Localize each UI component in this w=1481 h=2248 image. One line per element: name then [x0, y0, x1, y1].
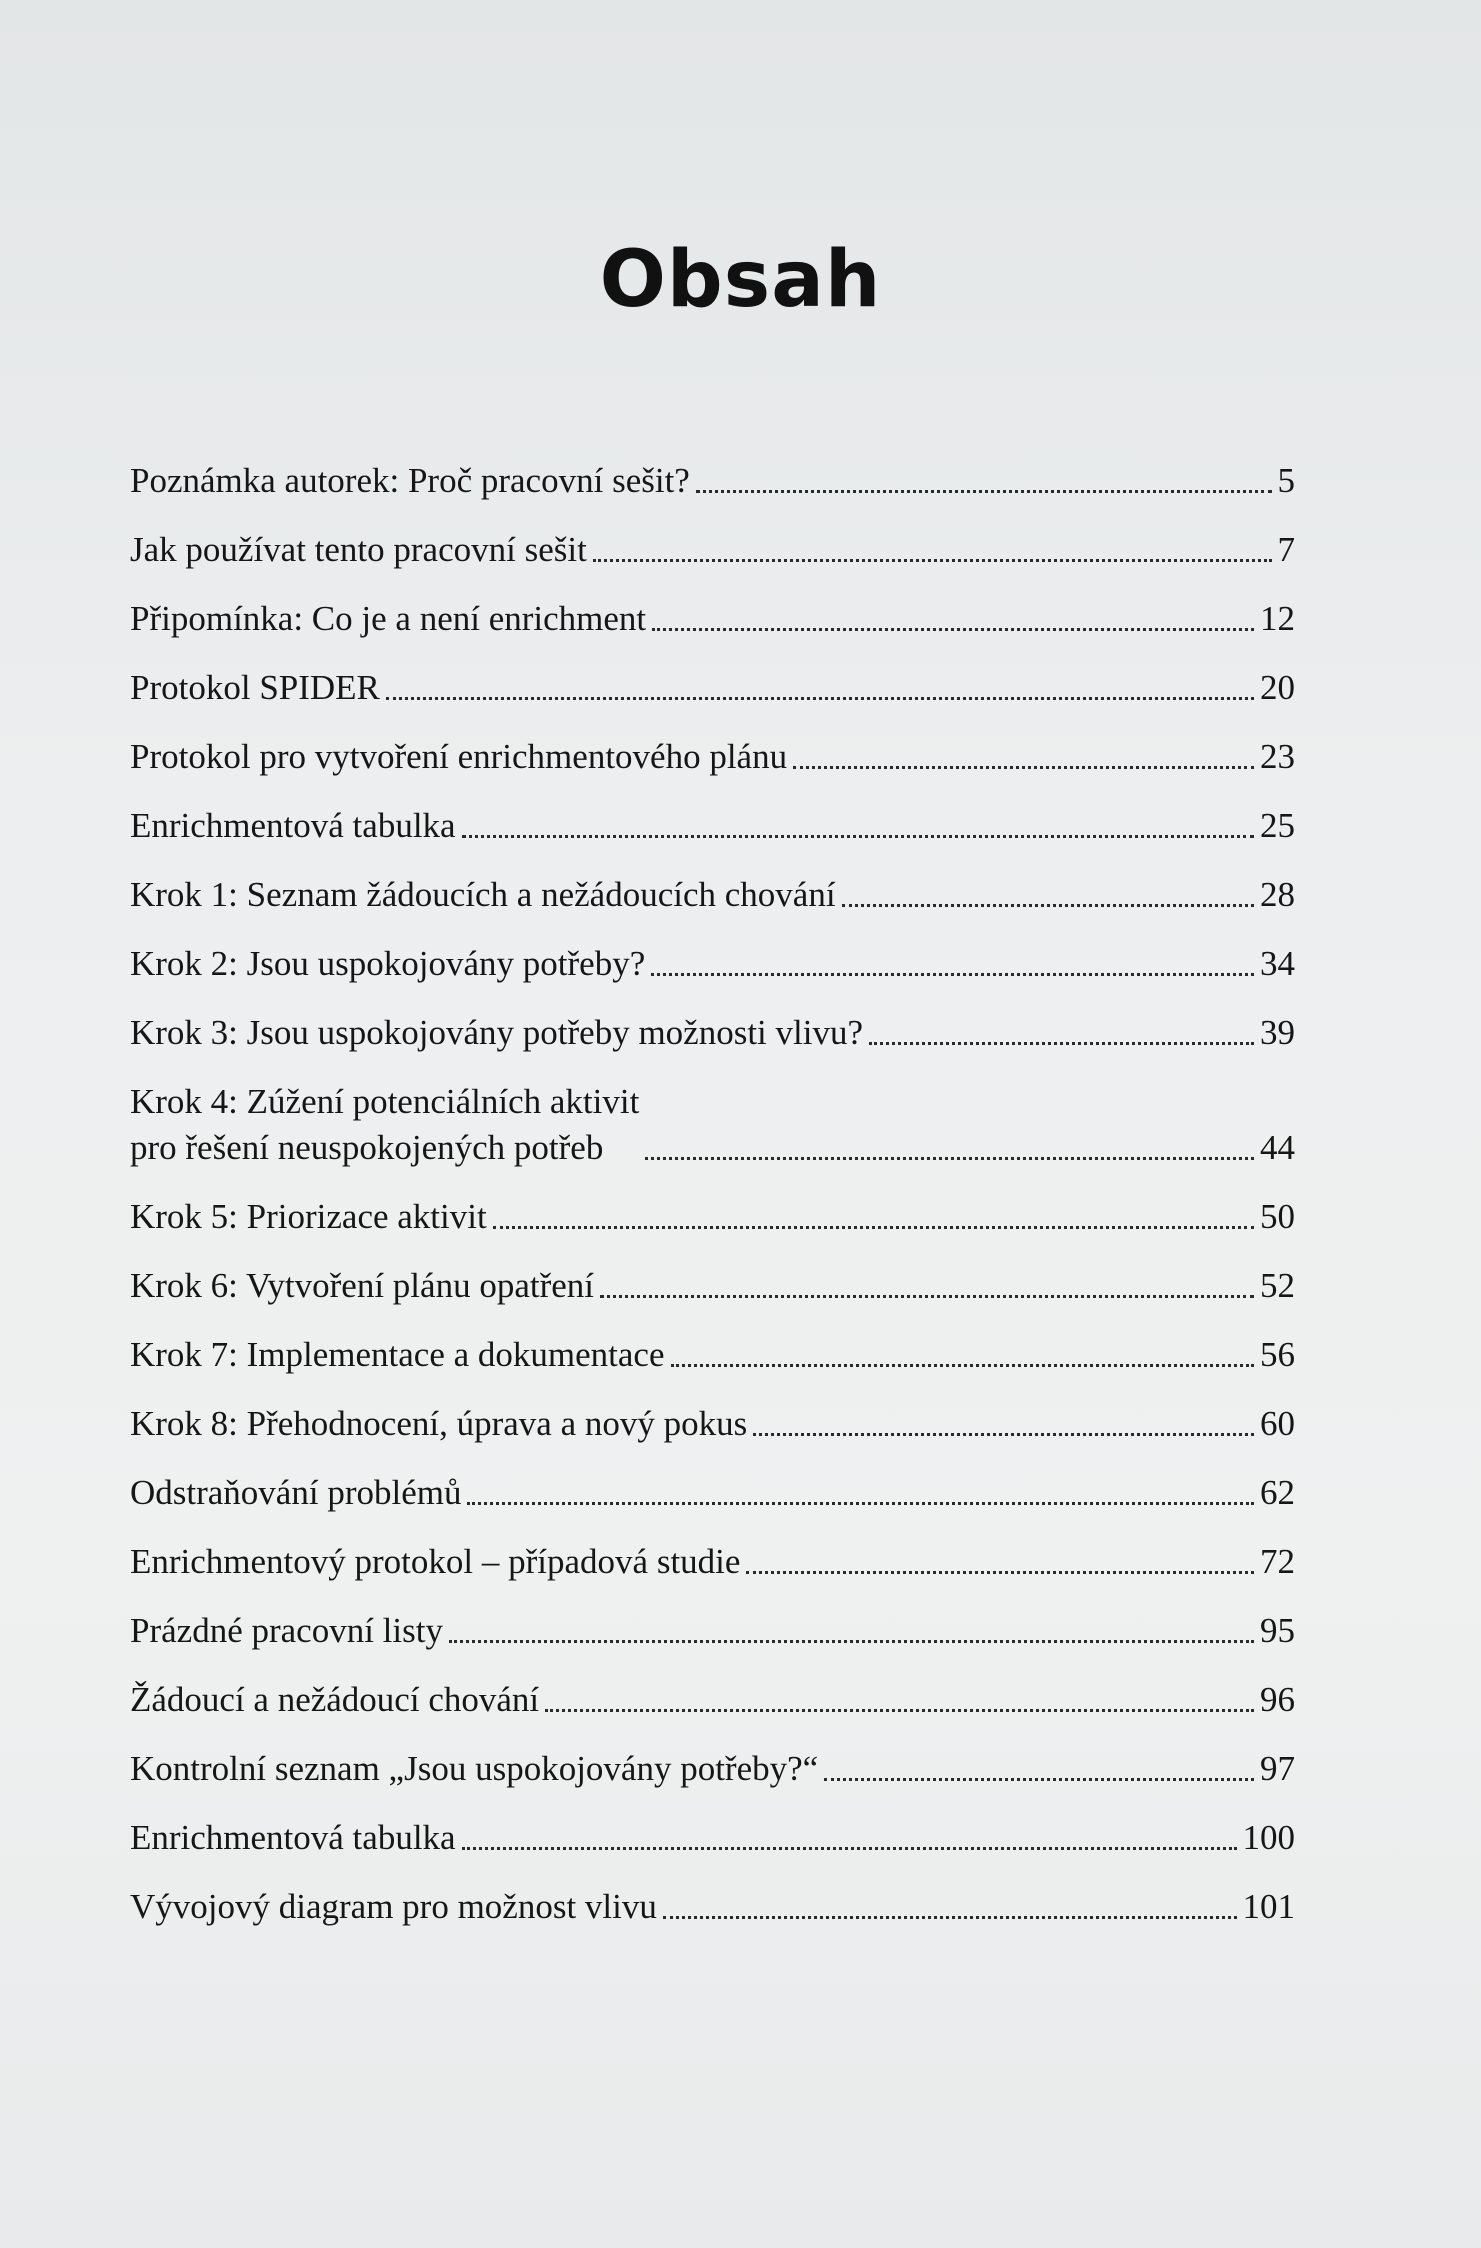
- dot-leader: [842, 904, 1254, 907]
- dot-leader: [449, 1640, 1254, 1643]
- toc-entry-page: 60: [1260, 1404, 1295, 1443]
- toc-entry-page: 100: [1242, 1818, 1295, 1857]
- toc-entry: [130, 1884, 1295, 1930]
- toc-entry: [130, 458, 1295, 504]
- toc-entry-page: 62: [1260, 1473, 1295, 1512]
- toc-entry: [130, 1746, 1295, 1792]
- dot-leader: [600, 1295, 1254, 1298]
- toc-entry: [130, 872, 1295, 918]
- toc-entry-page: 34: [1260, 944, 1295, 983]
- toc-entry-title: Připomínka: Co je a není enrichment: [130, 599, 647, 638]
- toc-entry-title: Krok 2: Jsou uspokojovány potřeby?: [130, 944, 646, 983]
- dot-leader: [493, 1226, 1254, 1229]
- dot-leader: [462, 1847, 1237, 1850]
- toc-entry-page: 39: [1260, 1013, 1295, 1052]
- toc-entry: [130, 941, 1295, 987]
- dot-leader: [645, 1157, 1254, 1160]
- toc-entry-title: Enrichmentový protokol – případová studie: [130, 1542, 741, 1581]
- toc-entry-title: Krok 6: Vytvoření plánu opatření: [130, 1266, 594, 1305]
- toc-entry-page: 28: [1260, 875, 1295, 914]
- toc-entry-page: 50: [1260, 1197, 1295, 1236]
- toc-entry: [130, 1263, 1295, 1309]
- toc-entry: [130, 1401, 1295, 1447]
- dot-leader: [663, 1916, 1237, 1919]
- toc-entry-title: Vývojový diagram pro možnost vlivu: [130, 1887, 657, 1926]
- dot-leader: [671, 1364, 1254, 1367]
- toc-entry-page: 20: [1260, 668, 1295, 707]
- toc-entry: [130, 596, 1295, 642]
- dot-leader: [696, 490, 1272, 493]
- dot-leader: [824, 1778, 1254, 1781]
- toc-entry: [130, 803, 1295, 849]
- dot-leader: [467, 1502, 1254, 1505]
- toc-entry-title: Krok 3: Jsou uspokojovány potřeby možnosti vlivu?: [130, 1013, 864, 1052]
- dot-leader: [869, 1042, 1254, 1045]
- toc-entry-page: 44: [1260, 1128, 1295, 1167]
- toc-entry: [130, 1815, 1295, 1861]
- toc-entry-title: Krok 7: Implementace a dokumentace: [130, 1335, 665, 1374]
- toc-entry-page: 101: [1242, 1887, 1295, 1926]
- toc-entry-page: 25: [1260, 806, 1295, 845]
- dot-leader: [462, 835, 1254, 838]
- dot-leader: [545, 1709, 1254, 1712]
- toc-entry-title: Krok 4: Zúžení potenciálních aktivit pro řešení neuspokojených potřeb: [130, 1082, 640, 1167]
- toc-entry-title: Žádoucí a nežádoucí chování: [130, 1680, 540, 1719]
- dot-leader: [651, 973, 1254, 976]
- toc-entry-title: Enrichmentová tabulka: [130, 1818, 456, 1857]
- toc-entry-title: Krok 1: Seznam žádoucích a nežádoucích chování: [130, 875, 836, 914]
- dot-leader: [753, 1433, 1254, 1436]
- toc-entry-title: Prázdné pracovní listy: [130, 1611, 443, 1650]
- toc-entry: [130, 665, 1295, 711]
- toc-entry-title: Krok 5: Priorizace aktivit: [130, 1197, 487, 1236]
- toc-entry: [130, 1608, 1295, 1654]
- toc-entry-title: Poznámka autorek: Proč pracovní sešit?: [130, 461, 690, 500]
- toc-entry-title: Protokol pro vytvoření enrichmentového plánu: [130, 737, 788, 776]
- toc-entry-page: 12: [1260, 599, 1295, 638]
- toc-entry-title: Krok 8: Přehodnocení, úprava a nový pokus: [130, 1404, 748, 1443]
- dot-leader: [386, 697, 1254, 700]
- toc-entry-page: 96: [1260, 1680, 1295, 1719]
- dot-leader: [593, 559, 1272, 562]
- toc-entry: [130, 1079, 1295, 1171]
- table-of-contents: [130, 458, 1295, 1953]
- toc-entry-page: 23: [1260, 737, 1295, 776]
- toc-entry: [130, 1332, 1295, 1378]
- toc-entry-page: 97: [1260, 1749, 1295, 1788]
- toc-entry-page: 52: [1260, 1266, 1295, 1305]
- toc-entry: [130, 1470, 1295, 1516]
- toc-entry: [130, 1677, 1295, 1723]
- toc-entry: [130, 1539, 1295, 1585]
- toc-entry-page: 5: [1277, 461, 1295, 500]
- page-title: Obsah: [599, 235, 882, 325]
- toc-entry: [130, 1194, 1295, 1240]
- dot-leader: [793, 766, 1254, 769]
- dot-leader: [746, 1571, 1254, 1574]
- toc-entry-title: Enrichmentová tabulka: [130, 806, 456, 845]
- toc-entry-title: Protokol SPIDER: [130, 668, 380, 707]
- toc-entry-page: 95: [1260, 1611, 1295, 1650]
- toc-entry-title: Odstraňování problémů: [130, 1473, 462, 1512]
- toc-entry-page: 72: [1260, 1542, 1295, 1581]
- toc-entry: [130, 734, 1295, 780]
- toc-entry-title: Jak používat tento pracovní sešit: [130, 530, 587, 569]
- toc-entry-page: 56: [1260, 1335, 1295, 1374]
- toc-entry-page: 7: [1277, 530, 1295, 569]
- toc-entry: [130, 1010, 1295, 1056]
- toc-entry: [130, 527, 1295, 573]
- toc-entry-title: Kontrolní seznam „Jsou uspokojovány potřeby?“: [130, 1749, 819, 1788]
- dot-leader: [652, 628, 1254, 631]
